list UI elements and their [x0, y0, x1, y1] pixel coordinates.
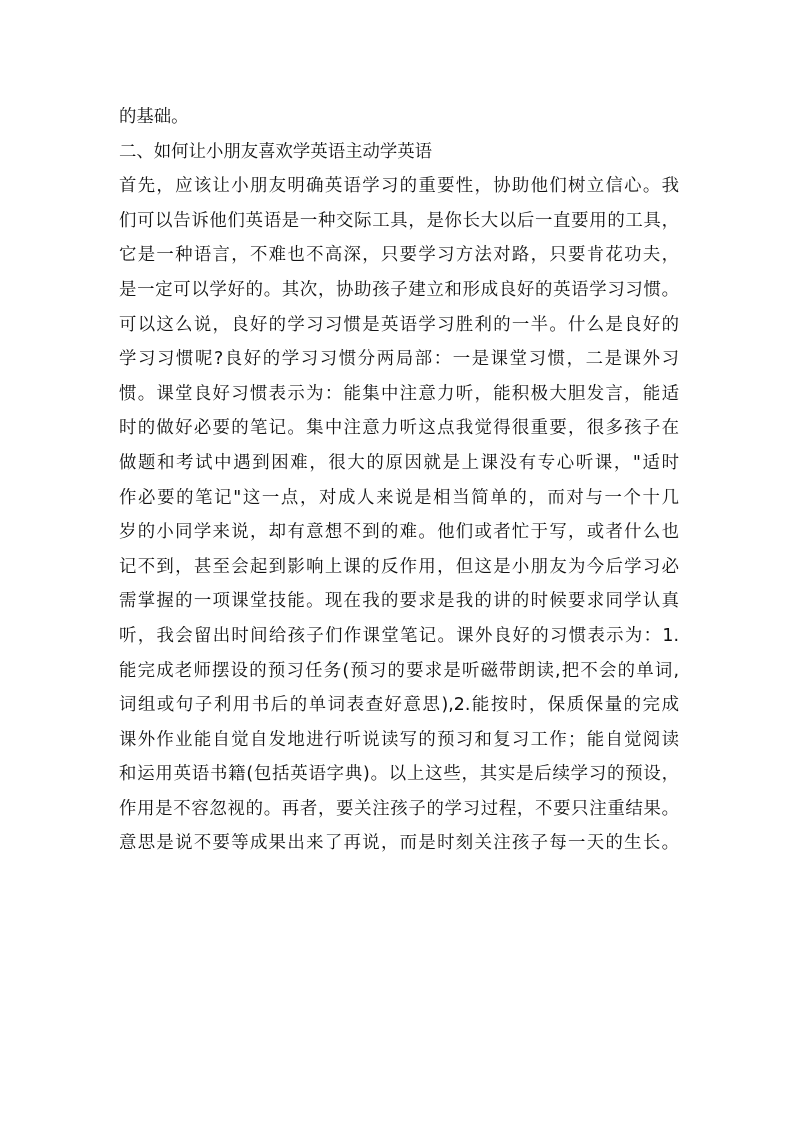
text-line: 岁的小同学来说，却有意想不到的难。他们或者忙于写，或者什么也 [119, 522, 679, 543]
text-line: 首先，应该让小朋友明确英语学习的重要性，协助他们树立信心。我 [119, 176, 679, 197]
text-line: 和运用英语书籍(包括英语字典)。以上这些，其实是后续学习的预设， [119, 764, 679, 785]
text-line: 它是一种语言，不难也不高深，只要学习方法对路，只要肯花功夫， [119, 245, 679, 266]
text-line: 惯。课堂良好习惯表示为：能集中注意力听，能积极大胆发言，能适 [119, 383, 679, 404]
document-body [119, 100, 679, 861]
text-line: 词组或句子利用书后的单词表查好意思),2.能按时，保质保量的完成 [119, 695, 679, 716]
text-line: 作必要的笔记"这一点，对成人来说是相当简单的，而对与一个十几 [119, 487, 679, 508]
text-line: 课外作业能自觉自发地进行听说读写的预习和复习工作；能自觉阅读 [119, 729, 679, 750]
text-line: 记不到，甚至会起到影响上课的反作用，但这是小朋友为今后学习必 [119, 556, 679, 577]
text-line: 可以这么说，良好的学习习惯是英语学习胜利的一半。什么是良好的 [119, 314, 679, 335]
text-line: 们可以告诉他们英语是一种交际工具，是你长大以后一直要用的工具， [119, 210, 679, 231]
text-line: 意思是说不要等成果出来了再说，而是时刻关注孩子每一天的生长。 [119, 833, 679, 854]
text-line: 需掌握的一项课堂技能。现在我的要求是我的讲的时候要求同学认真 [119, 591, 679, 612]
text-line: 时的做好必要的笔记。集中注意力听这点我觉得很重要，很多孩子在 [119, 418, 679, 439]
text-line: 学习习惯呢?良好的学习习惯分两局部：一是课堂习惯，二是课外习 [119, 349, 679, 370]
text-line: 是一定可以学好的。其次，协助孩子建立和形成良好的英语学习习惯。 [119, 279, 679, 300]
text-line: 听，我会留出时间给孩子们作课堂笔记。课外良好的习惯表示为：1. [119, 625, 679, 646]
text-line: 做题和考试中遇到困难，很大的原因就是上课没有专心听课，"适时 [119, 452, 679, 473]
text-line: 的基础。 [119, 107, 189, 127]
text-line: 作用是不容忽视的。再者，要关注孩子的学习过程，不要只注重结果。 [119, 798, 679, 819]
section-heading: 二、如何让小朋友喜欢学英语主动学英语 [119, 141, 433, 162]
text-line: 能完成老师摆设的预习任务(预习的要求是听磁带朗读,把不会的单词, [119, 660, 679, 681]
